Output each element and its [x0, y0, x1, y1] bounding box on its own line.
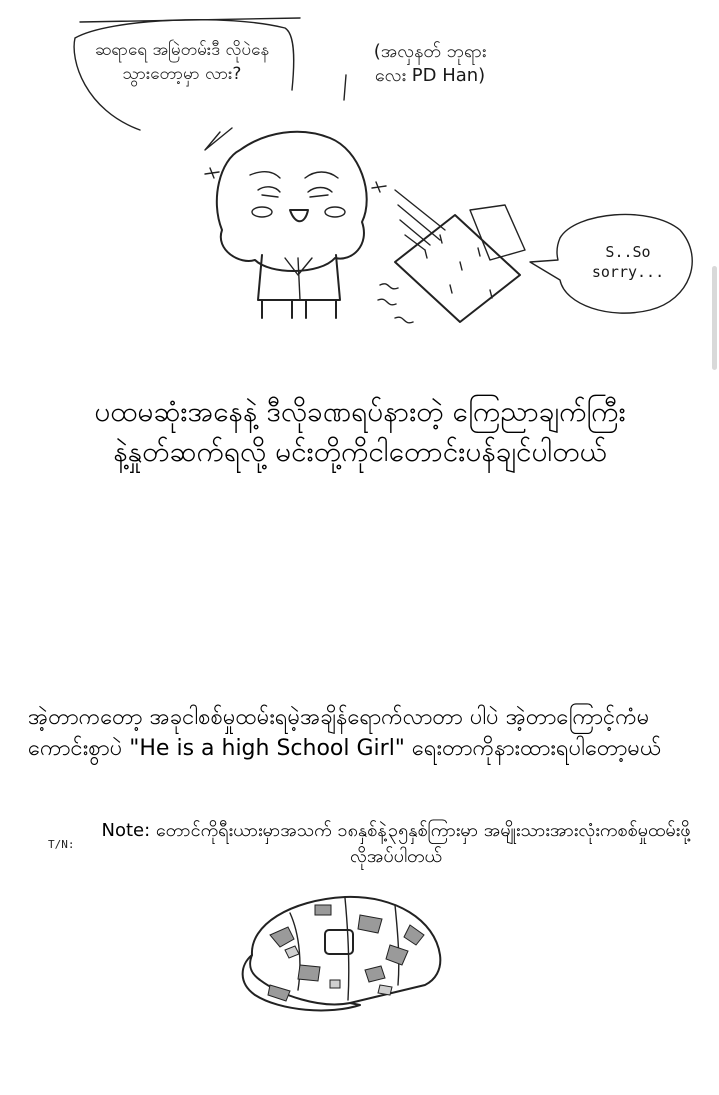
caption-main: ပထမဆုံးအနေနဲ့ ဒီလိုခဏရပ်နားတဲ့ ကြေညာချက်ကြီးနဲ့နှုတ်ဆက်ရလို့ မင်းတို့ကိုငါတောင်းပန်ချင်ပါတယ် [94, 395, 626, 468]
narration-text: (အလှနတ် ဘုရားလေး PD Han) [373, 41, 487, 86]
camo-cap-illustration [230, 885, 470, 1025]
speech-bubble-left: ဆရာရေ အမြဲတမ်းဒီ လိုပဲနေသွားတော့မှာ လား? [94, 40, 270, 84]
girl-character [205, 132, 386, 318]
box-character [378, 190, 525, 323]
speech-bubble-sorry: S..So sorry... [591, 243, 665, 281]
translator-note-tag: T/N: [48, 838, 75, 851]
scrollbar-thumb[interactable] [712, 266, 717, 370]
translator-note-text: Note: တောင်ကိုရီးယားမှာအသက် ၁၈နှစ်နဲ့၃၅နှစ်ကြားမှာ အမျိုးသားအားလုံးကစစ်မှုထမ်းဖို့လိုအပ်ပါတယ် [101, 820, 691, 867]
announcement-paragraph: အဲ့တာကတော့ အခုငါစစ်မှုထမ်းရမဲ့အချိန်ရောက်လာတာ ပါပဲ အဲ့တာကြောင့်ကံမကောင်းစွာပဲ "He is a high School Girl" ရေးတာကိုနားထားရပါတော့မယ် [28, 705, 662, 761]
narration-mark [344, 75, 346, 100]
